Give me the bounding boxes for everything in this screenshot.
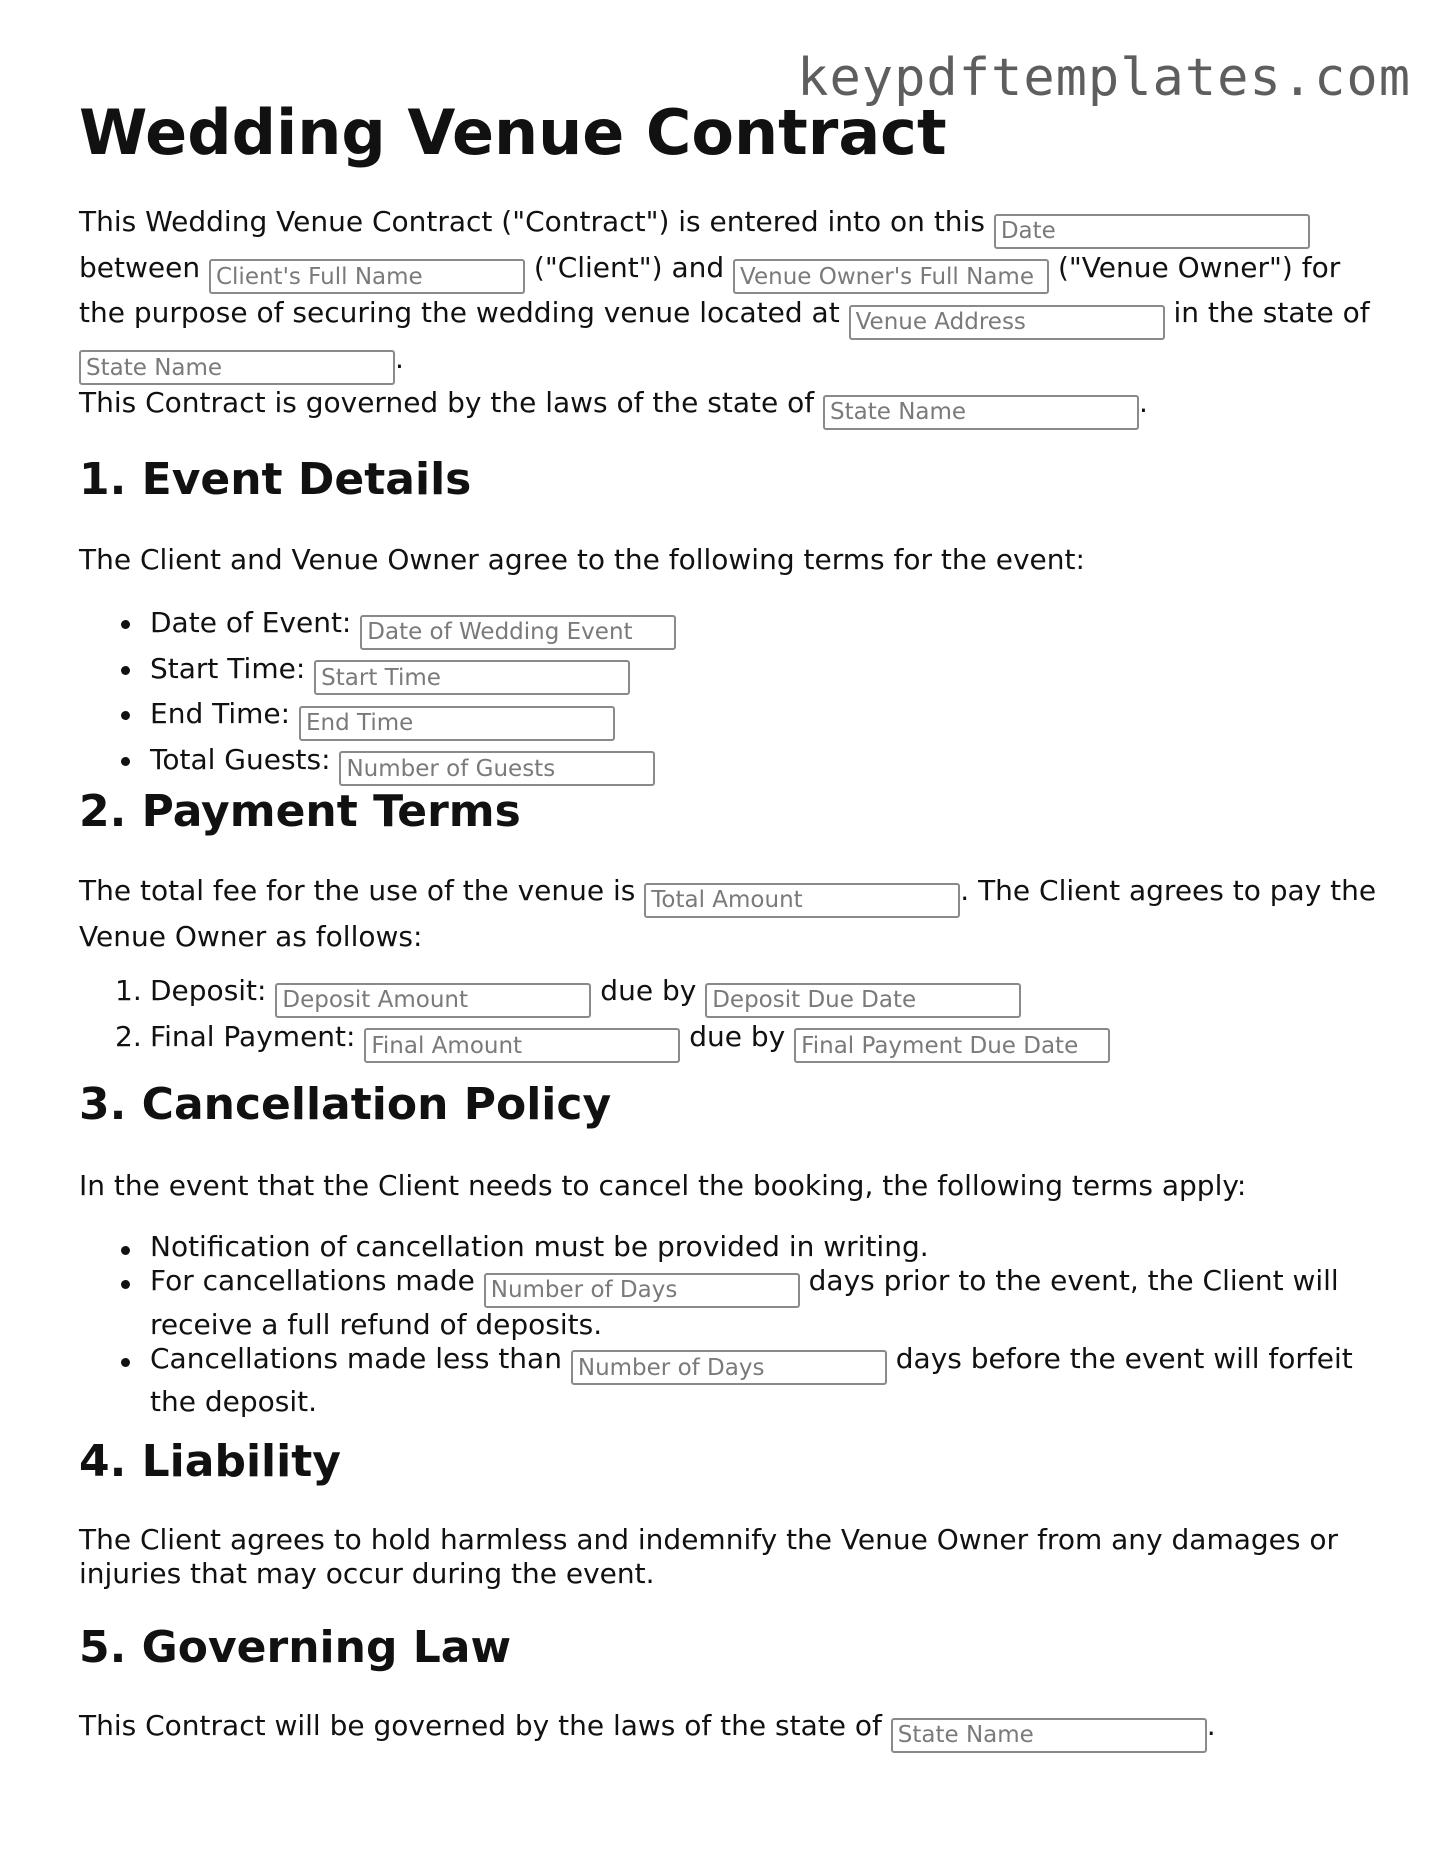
list-number: 2. xyxy=(115,1019,142,1053)
due-by-label: due by xyxy=(600,974,697,1007)
payment-schedule-list xyxy=(79,972,1379,1063)
contract-date-field[interactable] xyxy=(994,214,1310,249)
start-time-field[interactable] xyxy=(314,660,630,695)
liability-paragraph: The Client agrees to hold harmless and indemnify the Venue Owner from any damages or injuries that may occur during the event. xyxy=(79,1523,1339,1590)
intro-paragraph xyxy=(79,203,1379,385)
start-time-label: Start Time: xyxy=(150,651,306,685)
governing-law-paragraph xyxy=(79,1707,1379,1753)
list-number: 1. xyxy=(115,974,142,1007)
list-item xyxy=(79,1018,1379,1064)
list-item xyxy=(79,1264,1379,1342)
bullet-icon xyxy=(121,711,130,720)
venue-state-field[interactable] xyxy=(79,350,395,385)
watermark: keypdftemplates.com xyxy=(797,48,1411,108)
deposit-amount-field[interactable] xyxy=(275,983,591,1018)
intro-text-2: between xyxy=(79,250,201,284)
payment-text-2: . The Client agrees to pay the Venue Owner as follows: xyxy=(79,874,1377,953)
list-item xyxy=(79,695,1379,741)
section-heading-payment-terms: 2. Payment Terms xyxy=(79,786,521,837)
list-item xyxy=(79,741,1379,787)
section-heading-cancellation-policy: 3. Cancellation Policy xyxy=(79,1079,612,1130)
intro-text-3: ("Client") and xyxy=(533,250,725,284)
event-date-field[interactable] xyxy=(360,615,676,650)
total-guests-label: Total Guests: xyxy=(150,742,331,776)
section-heading-governing-law: 5. Governing Law xyxy=(79,1622,512,1673)
event-details-intro: The Client and Venue Owner agree to the following terms for the event: xyxy=(79,543,1085,576)
section-heading-event-details: 1. Event Details xyxy=(79,454,472,505)
governing-law-state-field[interactable] xyxy=(891,1718,1207,1753)
final-amount-field[interactable] xyxy=(364,1028,680,1063)
cancellation-term-1: Notification of cancellation must be provided in writing. xyxy=(150,1230,929,1263)
cancellation-term-3b: days before the event will forfeit the deposit. xyxy=(150,1341,1353,1418)
governed-text: This Contract is governed by the laws of the state of xyxy=(79,386,815,419)
intro-text-6: . xyxy=(395,341,404,375)
total-amount-field[interactable] xyxy=(644,883,960,918)
cancellation-intro: In the event that the Client needs to cancel the booking, the following terms apply: xyxy=(79,1169,1247,1202)
due-by-label: due by xyxy=(689,1019,786,1053)
bullet-icon xyxy=(121,1280,130,1289)
governing-state-field[interactable] xyxy=(823,395,1139,430)
venue-address-field[interactable] xyxy=(849,305,1165,340)
deposit-label: Deposit: xyxy=(150,974,267,1007)
bullet-icon xyxy=(121,1246,130,1255)
cancellation-terms-list xyxy=(79,1230,1379,1419)
intro-text-4: ("Venue Owner") for the purpose of securing the wedding venue located at xyxy=(79,250,1341,329)
list-item xyxy=(79,1230,1379,1264)
forfeit-days-field[interactable] xyxy=(571,1350,887,1385)
final-payment-due-date-field[interactable] xyxy=(794,1028,1110,1063)
refund-days-field[interactable] xyxy=(484,1273,800,1308)
venue-owner-name-field[interactable] xyxy=(733,259,1049,294)
governing-law-text: This Contract will be governed by the laws of the state of xyxy=(79,1709,882,1742)
section-heading-liability: 4. Liability xyxy=(79,1436,341,1487)
page-title: Wedding Venue Contract xyxy=(79,96,947,169)
cancellation-term-3a: Cancellations made less than xyxy=(150,1341,562,1375)
governed-end: . xyxy=(1139,386,1148,419)
intro-text-5: in the state of xyxy=(1173,296,1370,329)
bullet-icon xyxy=(121,757,130,766)
governing-law-end: . xyxy=(1206,1709,1216,1742)
list-item xyxy=(79,1342,1379,1420)
cancellation-term-2b: days prior to the event, the Client will receive a full refund of deposits. xyxy=(150,1264,1339,1341)
event-date-label: Date of Event: xyxy=(150,606,352,639)
cancellation-term-2a: For cancellations made xyxy=(150,1264,475,1297)
payment-intro xyxy=(79,872,1379,955)
deposit-due-date-field[interactable] xyxy=(705,983,1021,1018)
total-guests-field[interactable] xyxy=(339,751,655,786)
list-item xyxy=(79,604,1379,650)
event-details-list xyxy=(79,604,1379,786)
end-time-field[interactable] xyxy=(299,706,615,741)
intro-text-1: This Wedding Venue Contract ("Contract") is entered into on this xyxy=(79,205,985,238)
bullet-icon xyxy=(121,620,130,629)
bullet-icon xyxy=(121,1358,130,1367)
final-payment-label: Final Payment: xyxy=(150,1019,356,1053)
bullet-icon xyxy=(121,666,130,675)
end-time-label: End Time: xyxy=(150,697,291,730)
client-name-field[interactable] xyxy=(209,259,525,294)
list-item xyxy=(79,650,1379,696)
payment-text-1: The total fee for the use of the venue is xyxy=(79,874,636,907)
governed-paragraph xyxy=(79,384,1379,430)
list-item xyxy=(79,972,1379,1018)
